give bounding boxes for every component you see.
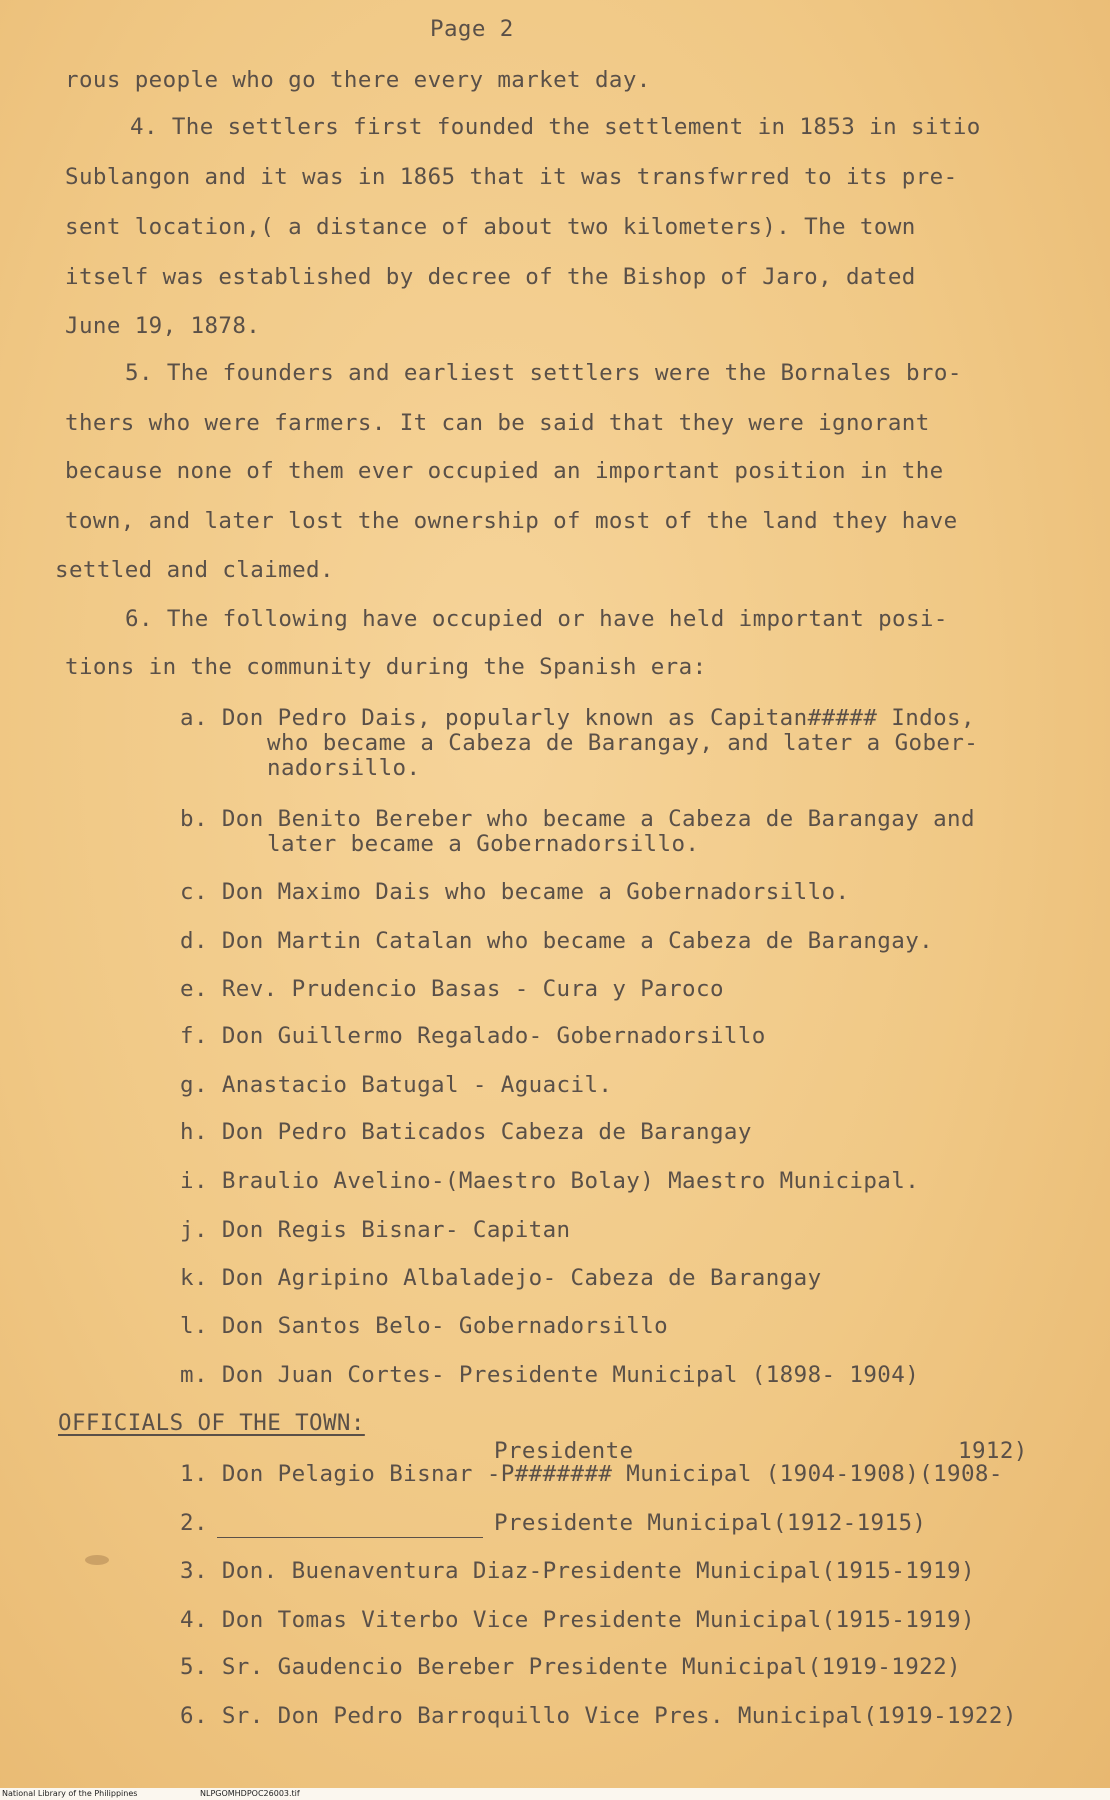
typed-insertion-year: 1912): [958, 1438, 1028, 1464]
list-item-e: e. Rev. Prudencio Basas - Cura y Paroco: [180, 976, 724, 1002]
officials-heading: OFFICIALS OF THE TOWN:: [58, 1410, 365, 1436]
body-line: 6. The following have occupied or have held important posi-: [125, 606, 948, 632]
list-item-b-cont: later became a Gobernadorsillo.: [267, 831, 700, 857]
body-line: 4. The settlers first founded the settlement in 1853 in sitio: [130, 114, 981, 140]
body-line: settled and claimed.: [55, 557, 334, 583]
official-item-6: 6. Sr. Don Pedro Barroquillo Vice Pres. Municipal(1919-1922): [180, 1703, 1017, 1729]
body-line: itself was established by decree of the Bishop of Jaro, dated: [65, 264, 916, 290]
body-line: because none of them ever occupied an important position in the: [65, 458, 944, 484]
official-item-1: 1. Don Pelagio Bisnar -P####### Municipal (1904-1908)(1908-: [180, 1461, 1003, 1487]
list-item-i: i. Braulio Avelino-(Maestro Bolay) Maestro Municipal.: [180, 1168, 920, 1194]
list-item-g: g. Anastacio Batugal - Aguacil.: [180, 1072, 613, 1098]
body-line: thers who were farmers. It can be said that they were ignorant: [65, 410, 930, 436]
list-item-m: m. Don Juan Cortes- Presidente Municipal (1898- 1904): [180, 1362, 920, 1388]
body-line: rous people who go there every market day.: [65, 67, 651, 93]
list-item-h: h. Don Pedro Baticados Cabeza de Barangay: [180, 1119, 752, 1145]
list-item-a: a. Don Pedro Dais, popularly known as Capitan##### Indos,: [180, 705, 975, 731]
official-item-3: 3. Don. Buenaventura Diaz-Presidente Municipal(1915-1919): [180, 1558, 975, 1584]
list-item-f: f. Don Guillermo Regalado- Gobernadorsillo: [180, 1023, 766, 1049]
typed-insertion: Presidente: [494, 1438, 634, 1464]
list-item-a-cont: nadorsillo.: [267, 755, 421, 781]
official-item-2-number: 2.: [180, 1510, 208, 1536]
scan-footer: [0, 1788, 1110, 1800]
list-item-k: k. Don Agripino Albaladejo- Cabeza de Barangay: [180, 1265, 822, 1291]
body-line: June 19, 1878.: [65, 313, 261, 339]
body-line: sent location,( a distance of about two kilometers). The town: [65, 214, 916, 240]
official-item-2: Presidente Municipal(1912-1915): [494, 1510, 927, 1536]
body-line: tions in the community during the Spanish era:: [65, 654, 707, 680]
body-line: town, and later lost the ownership of most of the land they have: [65, 508, 958, 534]
list-item-j: j. Don Regis Bisnar- Capitan: [180, 1217, 571, 1243]
blank-name-line: [217, 1537, 483, 1538]
body-line: Sublangon and it was in 1865 that it was transfwrred to its pre-: [65, 164, 958, 190]
official-item-4: 4. Don Tomas Viterbo Vice Presidente Municipal(1915-1919): [180, 1607, 975, 1633]
footer-filename: NLPGOMHDPOC26003.tif: [200, 1789, 300, 1798]
body-line: 5. The founders and earliest settlers were the Bornales bro-: [125, 360, 962, 386]
official-item-5: 5. Sr. Gaudencio Bereber Presidente Municipal(1919-1922): [180, 1654, 961, 1680]
list-item-d: d. Don Martin Catalan who became a Cabeza de Barangay.: [180, 928, 934, 954]
list-item-b: b. Don Benito Bereber who became a Cabeza de Barangay and: [180, 806, 975, 832]
ink-smudge: [85, 1555, 109, 1565]
footer-library: National Library of the Philippines: [2, 1789, 138, 1798]
list-item-a-cont: who became a Cabeza de Barangay, and later a Gober-: [267, 730, 979, 756]
list-item-c: c. Don Maximo Dais who became a Gobernadorsillo.: [180, 879, 850, 905]
page-number: Page 2: [430, 16, 514, 42]
list-item-l: l. Don Santos Belo- Gobernadorsillo: [180, 1313, 669, 1339]
